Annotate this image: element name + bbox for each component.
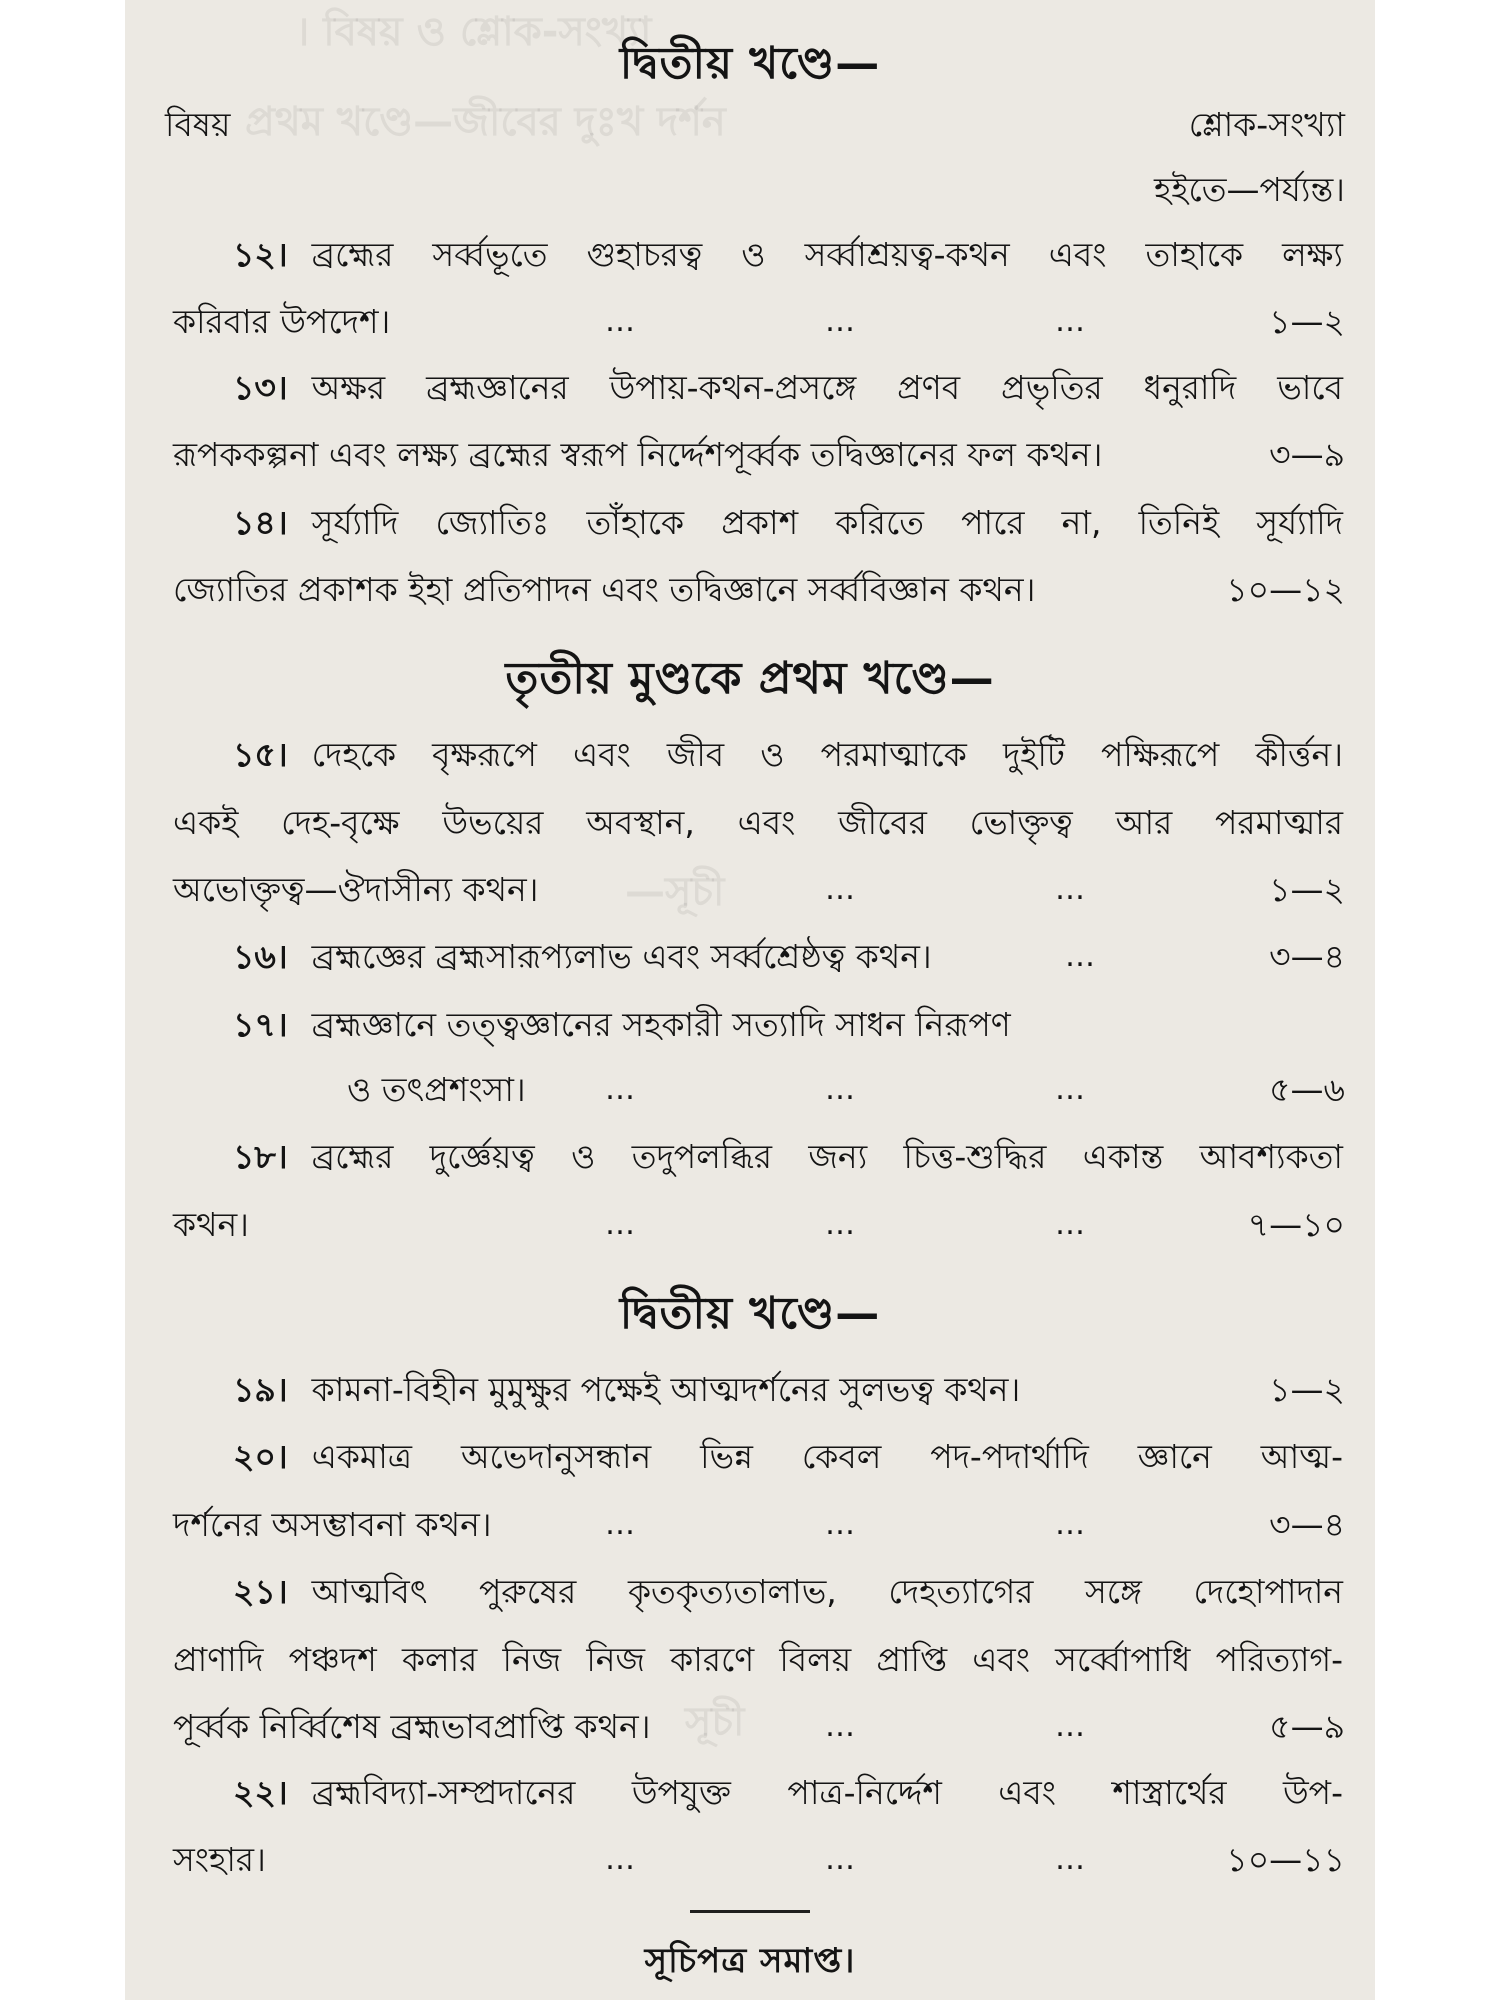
list-item (173, 1572, 1343, 1612)
item-text: ব্রহ্মের দুর্জ্ঞেয়ত্ব ও তদুপলব্ধির জন্য চিত্ত-শুদ্ধির একান্ত আবশ্যকতা (311, 1137, 1343, 1176)
bleed-through-text: । বিষয় ও শ্লোক-সংখ্যা (295, 9, 652, 55)
leader-dots: … (605, 304, 637, 339)
bleed-through-text: সূচী (685, 1699, 745, 1745)
column-header-subject: বিষয় (165, 105, 231, 144)
item-text: আত্মবিৎ পুরুষের কৃতকৃত্যতালাভ, দেহত্যাগের সঙ্গে দেহোপাদান (311, 1572, 1343, 1611)
bleed-through-text: —সূচী (625, 869, 725, 915)
leader-dots: … (825, 1842, 857, 1877)
item-number: ১৩। (233, 368, 288, 407)
item-number: ২০। (233, 1437, 288, 1476)
leader-dots: … (1055, 1207, 1087, 1242)
item-number: ২২। (233, 1773, 288, 1812)
item-number: ১৯। (233, 1370, 288, 1409)
list-item (233, 1005, 1011, 1045)
list-item (173, 235, 1343, 275)
item-text: কথন। (173, 1205, 249, 1244)
list-item (173, 1137, 1343, 1177)
item-text: সূর্য্যাদি জ্যোতিঃ তাঁহাকে প্রকাশ করিতে পারে না, তিনিই সূর্য্যাদি (311, 503, 1343, 542)
verse-range: ১—২ (1269, 302, 1345, 341)
item-text: প্রাণাদি পঞ্চদশ কলার নিজ নিজ কারণে বিলয় প্রাপ্তি এবং সর্ব্বোপাধি পরিত্যাগ- (173, 1640, 1343, 1679)
leader-dots: … (825, 1072, 857, 1107)
verse-range: ৫—৬ (1269, 1070, 1345, 1109)
leader-dots: … (825, 1507, 857, 1542)
leader-dots: … (1065, 939, 1097, 974)
leader-dots: … (605, 1072, 637, 1107)
item-text: একই দেহ-বৃক্ষে উভয়ের অবস্থান, এবং জীবের ভোক্তৃত্ব আর পরমাত্মার (173, 803, 1343, 842)
leader-dots: … (1055, 872, 1087, 907)
list-item (233, 1370, 1020, 1410)
item-text: অক্ষর ব্রহ্মজ্ঞানের উপায়-কথন-প্রসঙ্গে প্রণব প্রভৃতির ধনুরাদি ভাবে (311, 368, 1343, 407)
item-text: ও তৎপ্রশংসা। (347, 1070, 526, 1109)
list-item (173, 735, 1343, 775)
list-item (173, 368, 1343, 408)
leader-dots: … (1055, 1709, 1087, 1744)
verse-range: ৩—৪ (1269, 1505, 1345, 1544)
section-heading: দ্বিতীয় খণ্ডে— (619, 1288, 881, 1339)
leader-dots: … (825, 1207, 857, 1242)
column-header-verse-count: শ্লোক-সংখ্যা (1188, 105, 1345, 144)
leader-dots: … (825, 1709, 857, 1744)
end-of-contents: সূচিপত্র সমাপ্ত। (644, 1941, 856, 1981)
item-text: একমাত্র অভেদানুসন্ধান ভিন্ন কেবল পদ-পদার্থাদি জ্ঞানে আত্ম- (311, 1437, 1343, 1476)
leader-dots: … (1055, 1842, 1087, 1877)
item-text: ব্রহ্মজ্ঞের ব্রহ্মসারূপ্যলাভ এবং সর্ব্বশ্রেষ্ঠত্ব কথন। (311, 937, 932, 976)
item-number: ১৪। (233, 503, 288, 542)
verse-range: ৫—৯ (1269, 1707, 1345, 1746)
item-number: ২১। (233, 1572, 288, 1611)
leader-dots: … (825, 872, 857, 907)
item-text: করিবার উপদেশ। (173, 302, 391, 341)
item-number: ১৮। (233, 1137, 288, 1176)
item-text: কামনা-বিহীন মুমুক্ষুর পক্ষেই আত্মদর্শনের সুলভত্ব কথন। (311, 1370, 1021, 1409)
list-item (173, 503, 1343, 543)
leader-dots: … (825, 304, 857, 339)
verse-range: ৩—৯ (1269, 435, 1345, 474)
item-text: দর্শনের অসম্ভাবনা কথন। (173, 1505, 492, 1544)
item-text: ব্রহ্মবিদ্যা-সম্প্রদানের উপযুক্ত পাত্র-নির্দ্দেশ এবং শাস্ত্রার্থের উপ- (311, 1773, 1343, 1812)
item-text: ব্রহ্মজ্ঞানে তত্ত্বজ্ঞানের সহকারী সত্যাদি সাধন নিরূপণ (311, 1005, 1011, 1044)
leader-dots: … (1055, 304, 1087, 339)
list-item (233, 937, 932, 977)
item-number: ১৬। (233, 937, 288, 976)
verse-range: ১০—১২ (1226, 570, 1345, 609)
item-number: ১২। (233, 235, 288, 274)
bleed-through-text: প্রথম খণ্ডে—জীবের দুঃখ দর্শন (245, 99, 726, 145)
verse-range: ৩—৪ (1269, 937, 1345, 976)
list-item (173, 1437, 1343, 1477)
item-text: ব্রহ্মের সর্ব্বভূতে গুহাচরত্ব ও সর্ব্বাশ্রয়ত্ব-কথন এবং তাহাকে লক্ষ্য (311, 235, 1343, 274)
leader-dots: … (605, 1842, 637, 1877)
leader-dots: … (605, 1207, 637, 1242)
section-heading: দ্বিতীয় খণ্ডে— (619, 38, 881, 89)
item-text: দেহকে বৃক্ষরূপে এবং জীব ও পরমাত্মাকে দুইটি পক্ষিরূপে কীর্ত্তন। (311, 735, 1343, 774)
item-number: ১৭। (233, 1005, 288, 1044)
item-text: জ্যোতির প্রকাশক ইহা প্রতিপাদন এবং তদ্বিজ্ঞানে সর্ব্ববিজ্ঞান কথন। (173, 570, 1036, 609)
item-number: ১৫। (233, 735, 288, 774)
list-item (173, 1773, 1343, 1813)
section-heading: তৃতীয় মুণ্ডকে প্রথম খণ্ডে— (505, 653, 995, 704)
verse-range: ৭—১০ (1247, 1205, 1345, 1244)
item-text: অভোক্তৃত্ব—ঔদাসীন্য কথন। (173, 870, 539, 909)
column-header-from-to: হইতে—পর্য্যন্ত। (1153, 170, 1345, 209)
leader-dots: … (1055, 1507, 1087, 1542)
verse-range: ১০—১১ (1226, 1840, 1345, 1879)
item-text: রূপককল্পনা এবং লক্ষ্য ব্রহ্মের স্বরূপ নির্দ্দেশপূর্ব্বক তদ্বিজ্ঞানের ফল কথন। (173, 435, 1103, 474)
document-page (125, 0, 1375, 2000)
leader-dots: … (605, 1507, 637, 1542)
verse-range: ১—২ (1269, 870, 1345, 909)
leader-dots: … (1055, 1072, 1087, 1107)
divider (690, 1910, 810, 1913)
item-text: পূর্ব্বক নির্ব্বিশেষ ব্রহ্মভাবপ্রাপ্তি কথন। (173, 1707, 651, 1746)
item-text: সংহার। (173, 1840, 266, 1879)
verse-range: ১—২ (1269, 1370, 1345, 1409)
